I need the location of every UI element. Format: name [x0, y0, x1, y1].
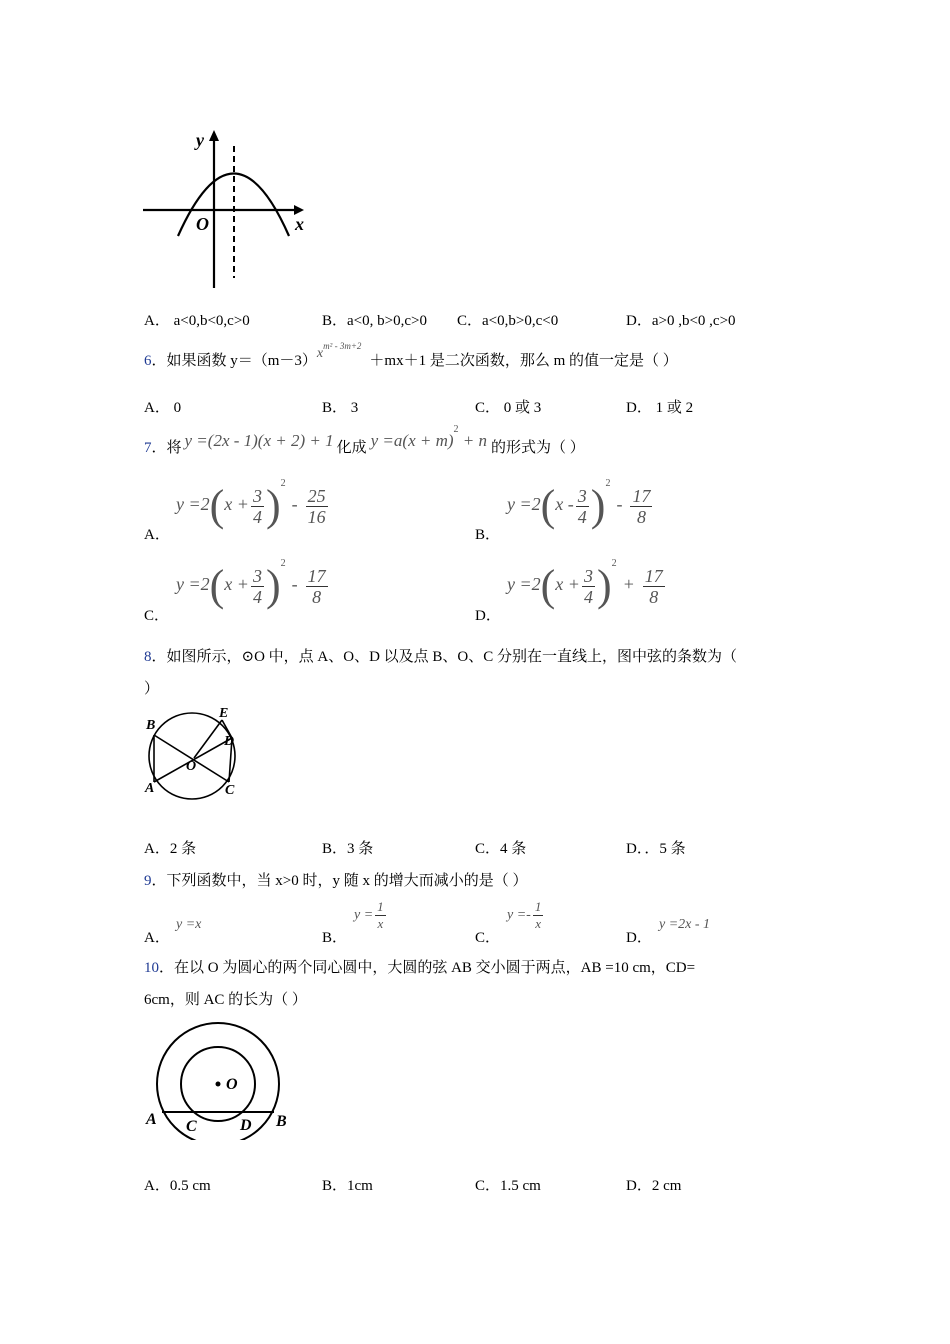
q8-option-b: B．3 条 [322, 841, 374, 857]
q7a-tail-n: 25 [307, 485, 326, 506]
q7b-frac-n: 3 [577, 485, 587, 506]
q6-option-c: C． 0 或 3 [475, 400, 542, 416]
q7-expr2-tail: + n [458, 431, 488, 450]
q7a-inner: x + [224, 494, 249, 515]
question-7 [144, 424, 585, 456]
q5-option-a: A． a<0,b<0,c>0 [144, 313, 250, 329]
q9b-lead: y = [354, 907, 374, 923]
q6-option-d: D． 1 或 2 [626, 400, 694, 416]
q7-option-a-expr: y =2(x + $\frac{3}{4}$ )$^2$- $\frac{25}{16}$ [176, 478, 326, 530]
q10-option-a: A．0.5 cm [144, 1178, 211, 1194]
q7c-sign: - [291, 574, 298, 595]
q7d-tail-d: 8 [649, 586, 659, 607]
q7b-lead: y =2 [507, 494, 541, 515]
q9-option-c-expr [507, 899, 545, 932]
q7-prefix: ．将 [151, 440, 182, 456]
q7-expr2 [370, 424, 488, 450]
fig10-label-o: O [226, 1076, 238, 1093]
q7-option-c-expr: y =2(x + $\frac{3}{4}$ )$^2$- $\frac{17}{8}$ [176, 558, 326, 610]
x-axis-label: x [295, 214, 304, 234]
q7a-frac-d: 4 [252, 506, 262, 527]
q7c-lead: y =2 [176, 574, 210, 595]
q10-text-cont: 6cm，则 AC 的长为（ ） [144, 992, 307, 1008]
q7b-tail-n: 17 [632, 485, 651, 506]
fig8-label-c: C [225, 783, 235, 798]
q7-suffix: 的形式为（ ） [491, 440, 585, 456]
q9b-d: x [377, 916, 384, 931]
q10-text: ．在以 O 为圆心的两个同心圆中，大圆的弦 AB 交小圆于两点，AB =10 cm，CD= [159, 960, 696, 976]
q7c-frac-d: 4 [252, 586, 262, 607]
q7d-frac-n: 3 [583, 565, 593, 586]
q7-option-c-label: C． [144, 608, 170, 624]
q8-number: 8 [144, 649, 152, 665]
q7d-tail-n: 17 [644, 565, 663, 586]
q7b-sign: - [616, 494, 623, 515]
q7c-inner: x + [224, 574, 249, 595]
fig8-label-o: O [186, 759, 197, 774]
fig8-label-a: A [145, 781, 155, 796]
q9c-lead: y =- [507, 907, 531, 923]
q7-expr2-sup: 2 [453, 424, 459, 435]
q7a-lead: y =2 [176, 494, 210, 515]
q7-option-b-label: B． [475, 527, 501, 543]
q7c-frac-n: 3 [252, 565, 262, 586]
question-6 [144, 341, 678, 370]
q9-option-b-expr [354, 899, 388, 932]
q6-base: x [316, 346, 324, 361]
q7b-square: 2 [605, 478, 611, 489]
q7d-square: 2 [611, 558, 617, 569]
q8-option-a: A．2 条 [144, 841, 197, 857]
q9-option-a-label: A． [144, 930, 170, 946]
fig10-label-d: D [240, 1117, 252, 1134]
parabola-figure [138, 126, 310, 294]
q8-text: ．如图所示，⊙O 中，点 A、O、D 以及点 B、O、C 分别在一直线上，图中弦的条数为（ [151, 649, 737, 665]
origin-label: O [196, 214, 209, 234]
q7a-square: 2 [280, 478, 286, 489]
question-10 [144, 956, 695, 977]
q7a-sign: - [291, 494, 298, 515]
q9b-n: 1 [377, 899, 384, 914]
fig8-label-d: D [224, 734, 235, 749]
q8-option-d: D．．5 条 [626, 841, 686, 857]
fig8-label-e: E [219, 706, 229, 721]
q7-expr2-base: y =a(x + m) [370, 431, 454, 450]
q7c-tail-d: 8 [312, 586, 322, 607]
q7-option-d-label: D． [475, 608, 501, 624]
q6-option-b: B． 3 [322, 400, 359, 416]
q7a-tail-d: 16 [307, 506, 326, 527]
q7b-inner: x - [555, 494, 574, 515]
q5-option-c: C．a<0,b>0,c<0 [457, 313, 559, 329]
q8-text-cont: ） [144, 681, 160, 697]
q7d-sign: + [622, 574, 635, 595]
q7-option-b-expr: y =2(x - $\frac{3}{4}$ )$^2$- $\frac{17}{8}$ [507, 478, 651, 530]
q9c-n: 1 [534, 899, 542, 914]
q8-option-c: C．4 条 [475, 841, 527, 857]
fig10-label-b: B [276, 1113, 287, 1130]
q7-option-a-label: A． [144, 527, 170, 543]
q9-text: ．下列函数中，当 x>0 时，y 随 x 的增大而减小的是（ ） [151, 873, 528, 889]
q6-suffix: ＋mx＋1 是二次函数，那么 m 的值一定是（ ） [369, 353, 678, 369]
q9-option-a-expr: y =x [176, 917, 202, 932]
q5-option-d: D．a>0 ,b<0 ,c>0 [626, 313, 736, 329]
fig10-label-a: A [146, 1111, 157, 1128]
q6-number: 6 [144, 353, 152, 369]
q9c-d: x [535, 916, 541, 931]
q6-prefix: ．如果函数 y＝（m－3） [151, 353, 317, 369]
question-9 [144, 869, 527, 890]
q7b-tail-d: 8 [636, 506, 646, 527]
q7c-tail-n: 17 [307, 565, 326, 586]
q6-option-a: A． 0 [144, 400, 182, 416]
q7-mid: 化成 [336, 440, 367, 456]
q6-exponent: m² - 3m+2 [323, 341, 362, 351]
fig10-label-c: C [186, 1118, 197, 1135]
q7d-lead: y =2 [507, 574, 541, 595]
q7c-square: 2 [280, 558, 286, 569]
circle-chords-figure [140, 703, 250, 805]
q7-number: 7 [144, 440, 152, 456]
q9-option-d-label: D． [626, 930, 652, 946]
q7-option-d-expr: y =2(x + $\frac{3}{4}$ )$^2$+ $\frac{17}{8}$ [507, 558, 663, 610]
fig8-label-b: B [146, 718, 156, 733]
y-axis-label: y [196, 130, 204, 150]
q9-number: 9 [144, 873, 152, 889]
q5-option-b: B．a<0, b>0,c>0 [322, 313, 427, 329]
question-8 [144, 645, 737, 666]
q7-expr1: y =(2x - 1)(x + 2) + 1 [184, 431, 334, 450]
q9-option-b-label: B． [322, 930, 348, 946]
q9-option-c-label: C． [475, 930, 501, 946]
q10-option-b: B．1cm [322, 1178, 373, 1194]
q10-option-d: D．2 cm [626, 1178, 682, 1194]
q10-option-c: C．1.5 cm [475, 1178, 541, 1194]
concentric-circles-figure [140, 1016, 295, 1140]
q7b-frac-d: 4 [577, 506, 587, 527]
q9-option-d-expr: y =2x - 1 [659, 917, 711, 932]
q7a-frac-n: 3 [252, 485, 262, 506]
q10-number: 10 [144, 960, 159, 976]
q7d-inner: x + [555, 574, 580, 595]
q7d-frac-d: 4 [583, 586, 593, 607]
